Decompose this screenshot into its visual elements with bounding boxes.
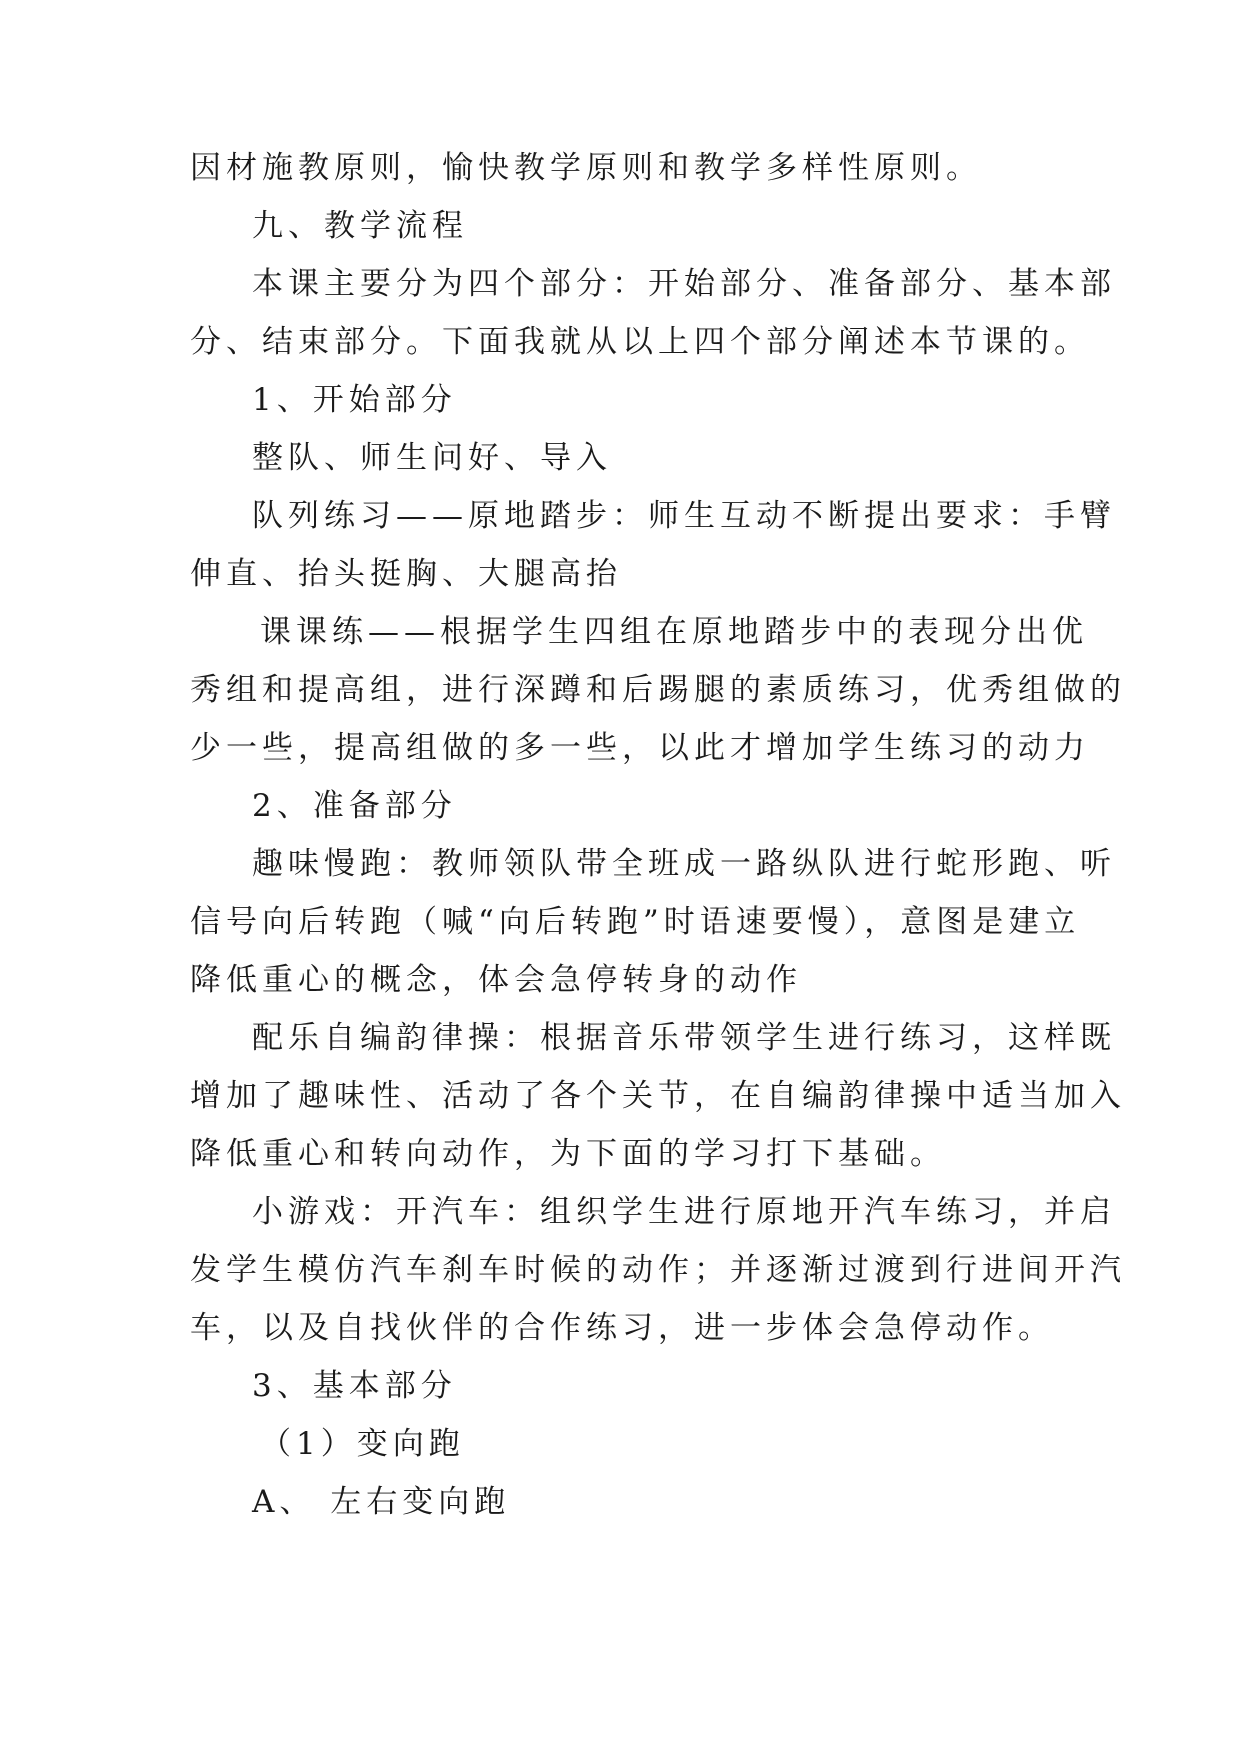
text-line: 课课练——根据学生四组在原地踏步中的表现分出优 xyxy=(260,614,1088,650)
text-line: 发学生模仿汽车刹车时候的动作；并逐渐过渡到行进间开汽 xyxy=(190,1252,1126,1288)
section-heading: 九、教学流程 xyxy=(252,208,468,244)
text-line: 车，以及自找伙伴的合作练习，进一步体会急停动作。 xyxy=(190,1310,1054,1346)
section-heading: 1、开始部分 xyxy=(252,382,457,418)
text-line: 因材施教原则，愉快教学原则和教学多样性原则。 xyxy=(190,150,982,186)
section-heading: 2、准备部分 xyxy=(252,788,457,824)
text-line: 小游戏：开汽车：组织学生进行原地开汽车练习，并启 xyxy=(252,1194,1116,1230)
subsection-heading: （1）变向跑 xyxy=(260,1426,465,1462)
list-item: A、 左右变向跑 xyxy=(252,1484,511,1520)
text-line: 降低重心的概念，体会急停转身的动作 xyxy=(190,962,802,998)
text-line: 伸直、抬头挺胸、大腿高抬 xyxy=(190,556,622,592)
section-heading: 3、基本部分 xyxy=(252,1368,457,1404)
text-line: 信号向后转跑（喊“向后转跑”时语速要慢），意图是建立 xyxy=(190,904,1081,940)
text-line: 增加了趣味性、活动了各个关节，在自编韵律操中适当加入 xyxy=(190,1078,1126,1114)
text-line: 秀组和提高组，进行深蹲和后踢腿的素质练习，优秀组做的 xyxy=(190,672,1126,708)
text-line: 整队、师生问好、导入 xyxy=(252,440,612,476)
text-line: 本课主要分为四个部分：开始部分、准备部分、基本部 xyxy=(252,266,1116,302)
text-line: 趣味慢跑：教师领队带全班成一路纵队进行蛇形跑、听 xyxy=(252,846,1116,882)
text-line: 降低重心和转向动作，为下面的学习打下基础。 xyxy=(190,1136,946,1172)
text-line: 配乐自编韵律操：根据音乐带领学生进行练习，这样既 xyxy=(252,1020,1116,1056)
text-line: 队列练习——原地踏步：师生互动不断提出要求：手臂 xyxy=(252,498,1116,534)
text-line: 少一些，提高组做的多一些，以此才增加学生练习的动力 xyxy=(190,730,1090,766)
text-line: 分、结束部分。下面我就从以上四个部分阐述本节课的。 xyxy=(190,324,1090,360)
